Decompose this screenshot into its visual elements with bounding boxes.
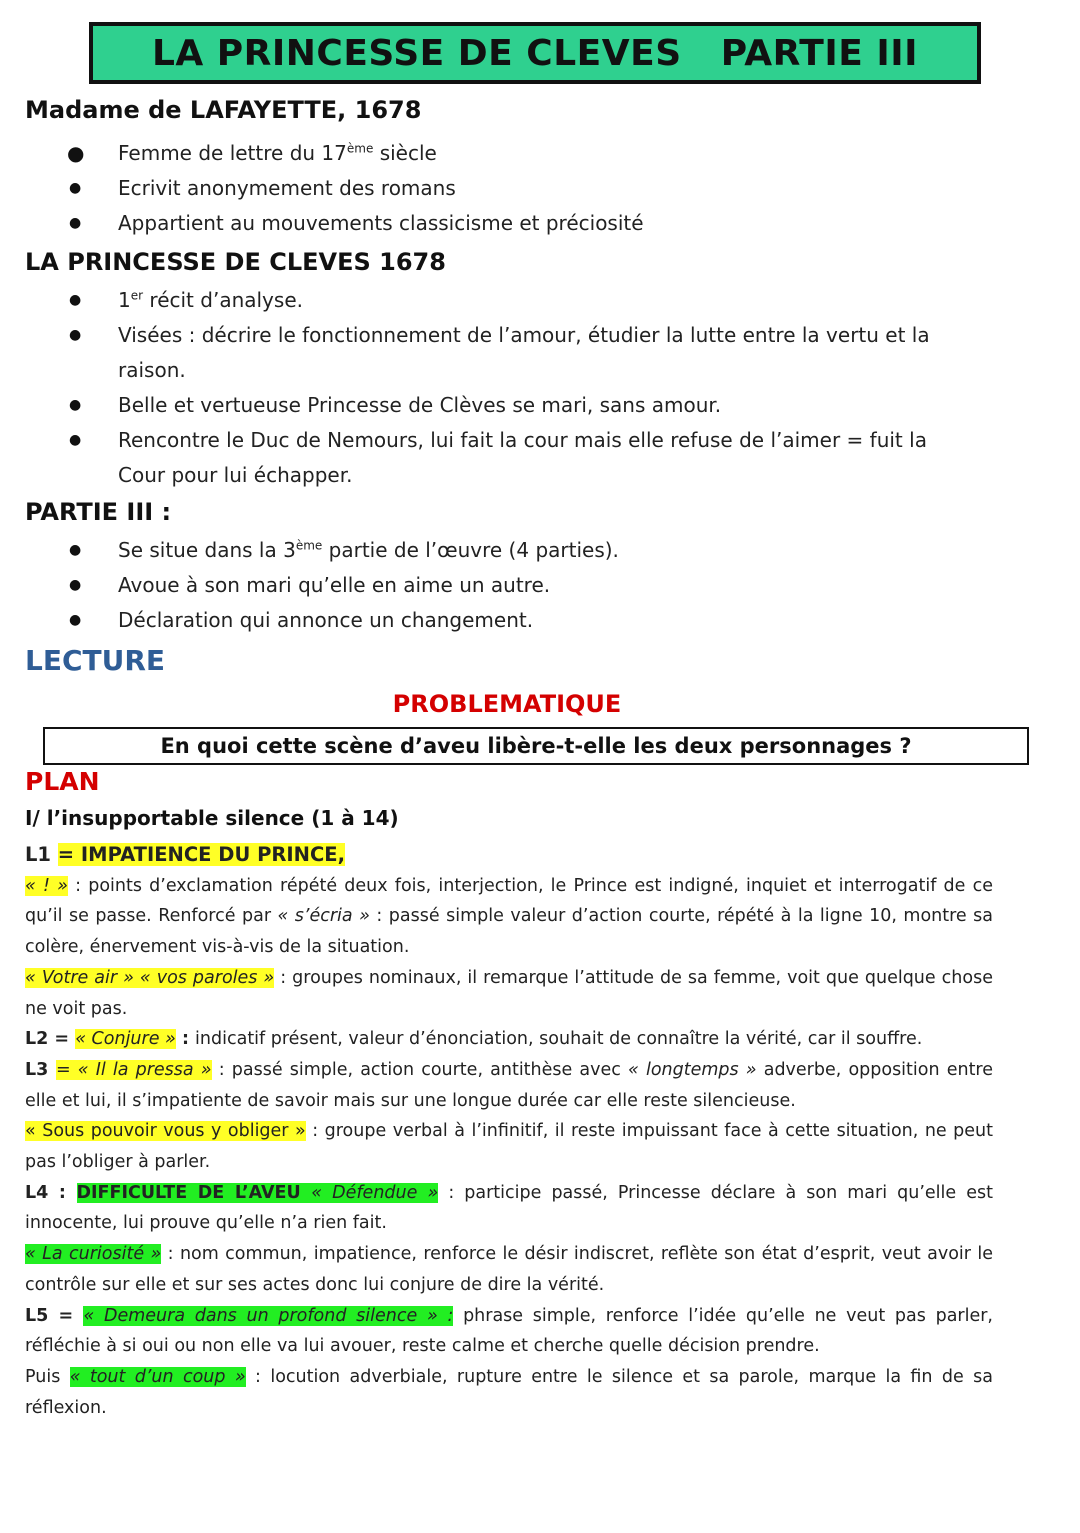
section-title: I/ l’insupportable silence (1 à 14) <box>25 806 399 830</box>
list-item: ● Avoue à son mari qu’elle en aime un autre. <box>0 568 978 603</box>
work-heading: LA PRINCESSE DE CLEVES 1678 <box>25 248 446 276</box>
title-banner <box>89 22 981 84</box>
paragraph: L5 = « Demeura dans un profond silence » : phrase simple, renforce l’idée qu’elle ne veut pas parler, réfléchie à si oui ou non elle va lui avouer, reste calme et cherche quelle décision prendre. <box>25 1305 993 1357</box>
part-heading: PARTIE III : <box>25 498 172 526</box>
paragraph: « La curiosité » : nom commun, impatience, renforce le désir indiscret, reflète son état d’esprit, veut avoir le contrôle sur elle et sur ses actes donc lui conjure de dire la vérité. <box>25 1244 993 1295</box>
lecture-heading: LECTURE <box>25 644 166 677</box>
paragraph: « ! » : points d’exclamation répété deux fois, interjection, le Prince est indigné, inquiet et interrogatif de ce qu’il se passe. Renforcé par « s’écria » : passé simple valeur d’action courte, répété à la ligne 10, montre sa colère, énervement vis-à-vis de la situation. <box>25 875 994 958</box>
list-item: ● Femme de lettre du 17ème siècle <box>0 136 978 171</box>
problematique-question: En quoi cette scène d’aveu libère-t-elle les deux personnages ? <box>160 734 912 758</box>
author-heading: Madame de LAFAYETTE, 1678 <box>25 96 422 124</box>
page-title: LA PRINCESSE DE CLEVES PARTIE III <box>151 32 919 74</box>
paragraph: « Votre air » « vos paroles » : groupes nominaux, il remarque l’attitude de sa femme, voit que quelque chose ne voit pas. <box>25 967 993 1019</box>
list-item: ● 1er récit d’analyse. <box>0 283 978 318</box>
paragraph: L2 = « Conjure » : indicatif présent, valeur d’énonciation, souhait de connaître la vérité, car il souffre. <box>25 1029 923 1050</box>
part-list <box>0 533 1000 638</box>
paragraph: L4 : DIFFICULTE DE L’AVEU « Défendue » : participe passé, Princesse déclare à son mari qu’elle est innocente, lui prouve qu’elle n’a rien fait. <box>25 1182 993 1234</box>
paragraph: L3 = « Il la pressa » : passé simple, action courte, antithèse avec « longtemps » adverbe, opposition entre elle et lui, il s’impatiente de savoir mais sur une longue durée car elle reste silencieuse. <box>25 1059 994 1111</box>
plan-heading: PLAN <box>25 767 100 796</box>
list-item: ● Se situe dans la 3ème partie de l’œuvre (4 parties). <box>0 533 978 568</box>
analysis-text <box>25 840 993 1423</box>
list-item: ● Visées : décrire le fonctionnement de l’amour, étudier la lutte entre la vertu et la raison. <box>0 318 978 388</box>
problematique-heading: PROBLEMATIQUE <box>392 690 622 718</box>
paragraph: Puis « tout d’un coup » : locution adverbiale, rupture entre le silence et sa parole, marque la fin de sa réflexion. <box>25 1366 993 1418</box>
list-item: ● Appartient au mouvements classicisme et préciosité <box>0 206 978 241</box>
list-item: ● Ecrivit anonymement des romans <box>0 171 978 206</box>
author-list <box>0 136 1000 241</box>
work-list <box>0 283 1000 493</box>
paragraph: « Sous pouvoir vous y obliger » : groupe verbal à l’infinitif, il reste impuissant face à cette situation, ne peut pas l’obliger à parler. <box>25 1121 994 1173</box>
question-box <box>43 727 1029 765</box>
list-item: ● Déclaration qui annonce un changement. <box>0 603 978 638</box>
list-item: ● Belle et vertueuse Princesse de Clèves se mari, sans amour. <box>0 388 978 423</box>
line-1-heading: L1 = IMPATIENCE DU PRINCE, <box>25 843 346 866</box>
list-item: ● Rencontre le Duc de Nemours, lui fait la cour mais elle refuse de l’aimer = fuit la Cour pour lui échapper. <box>0 423 978 493</box>
